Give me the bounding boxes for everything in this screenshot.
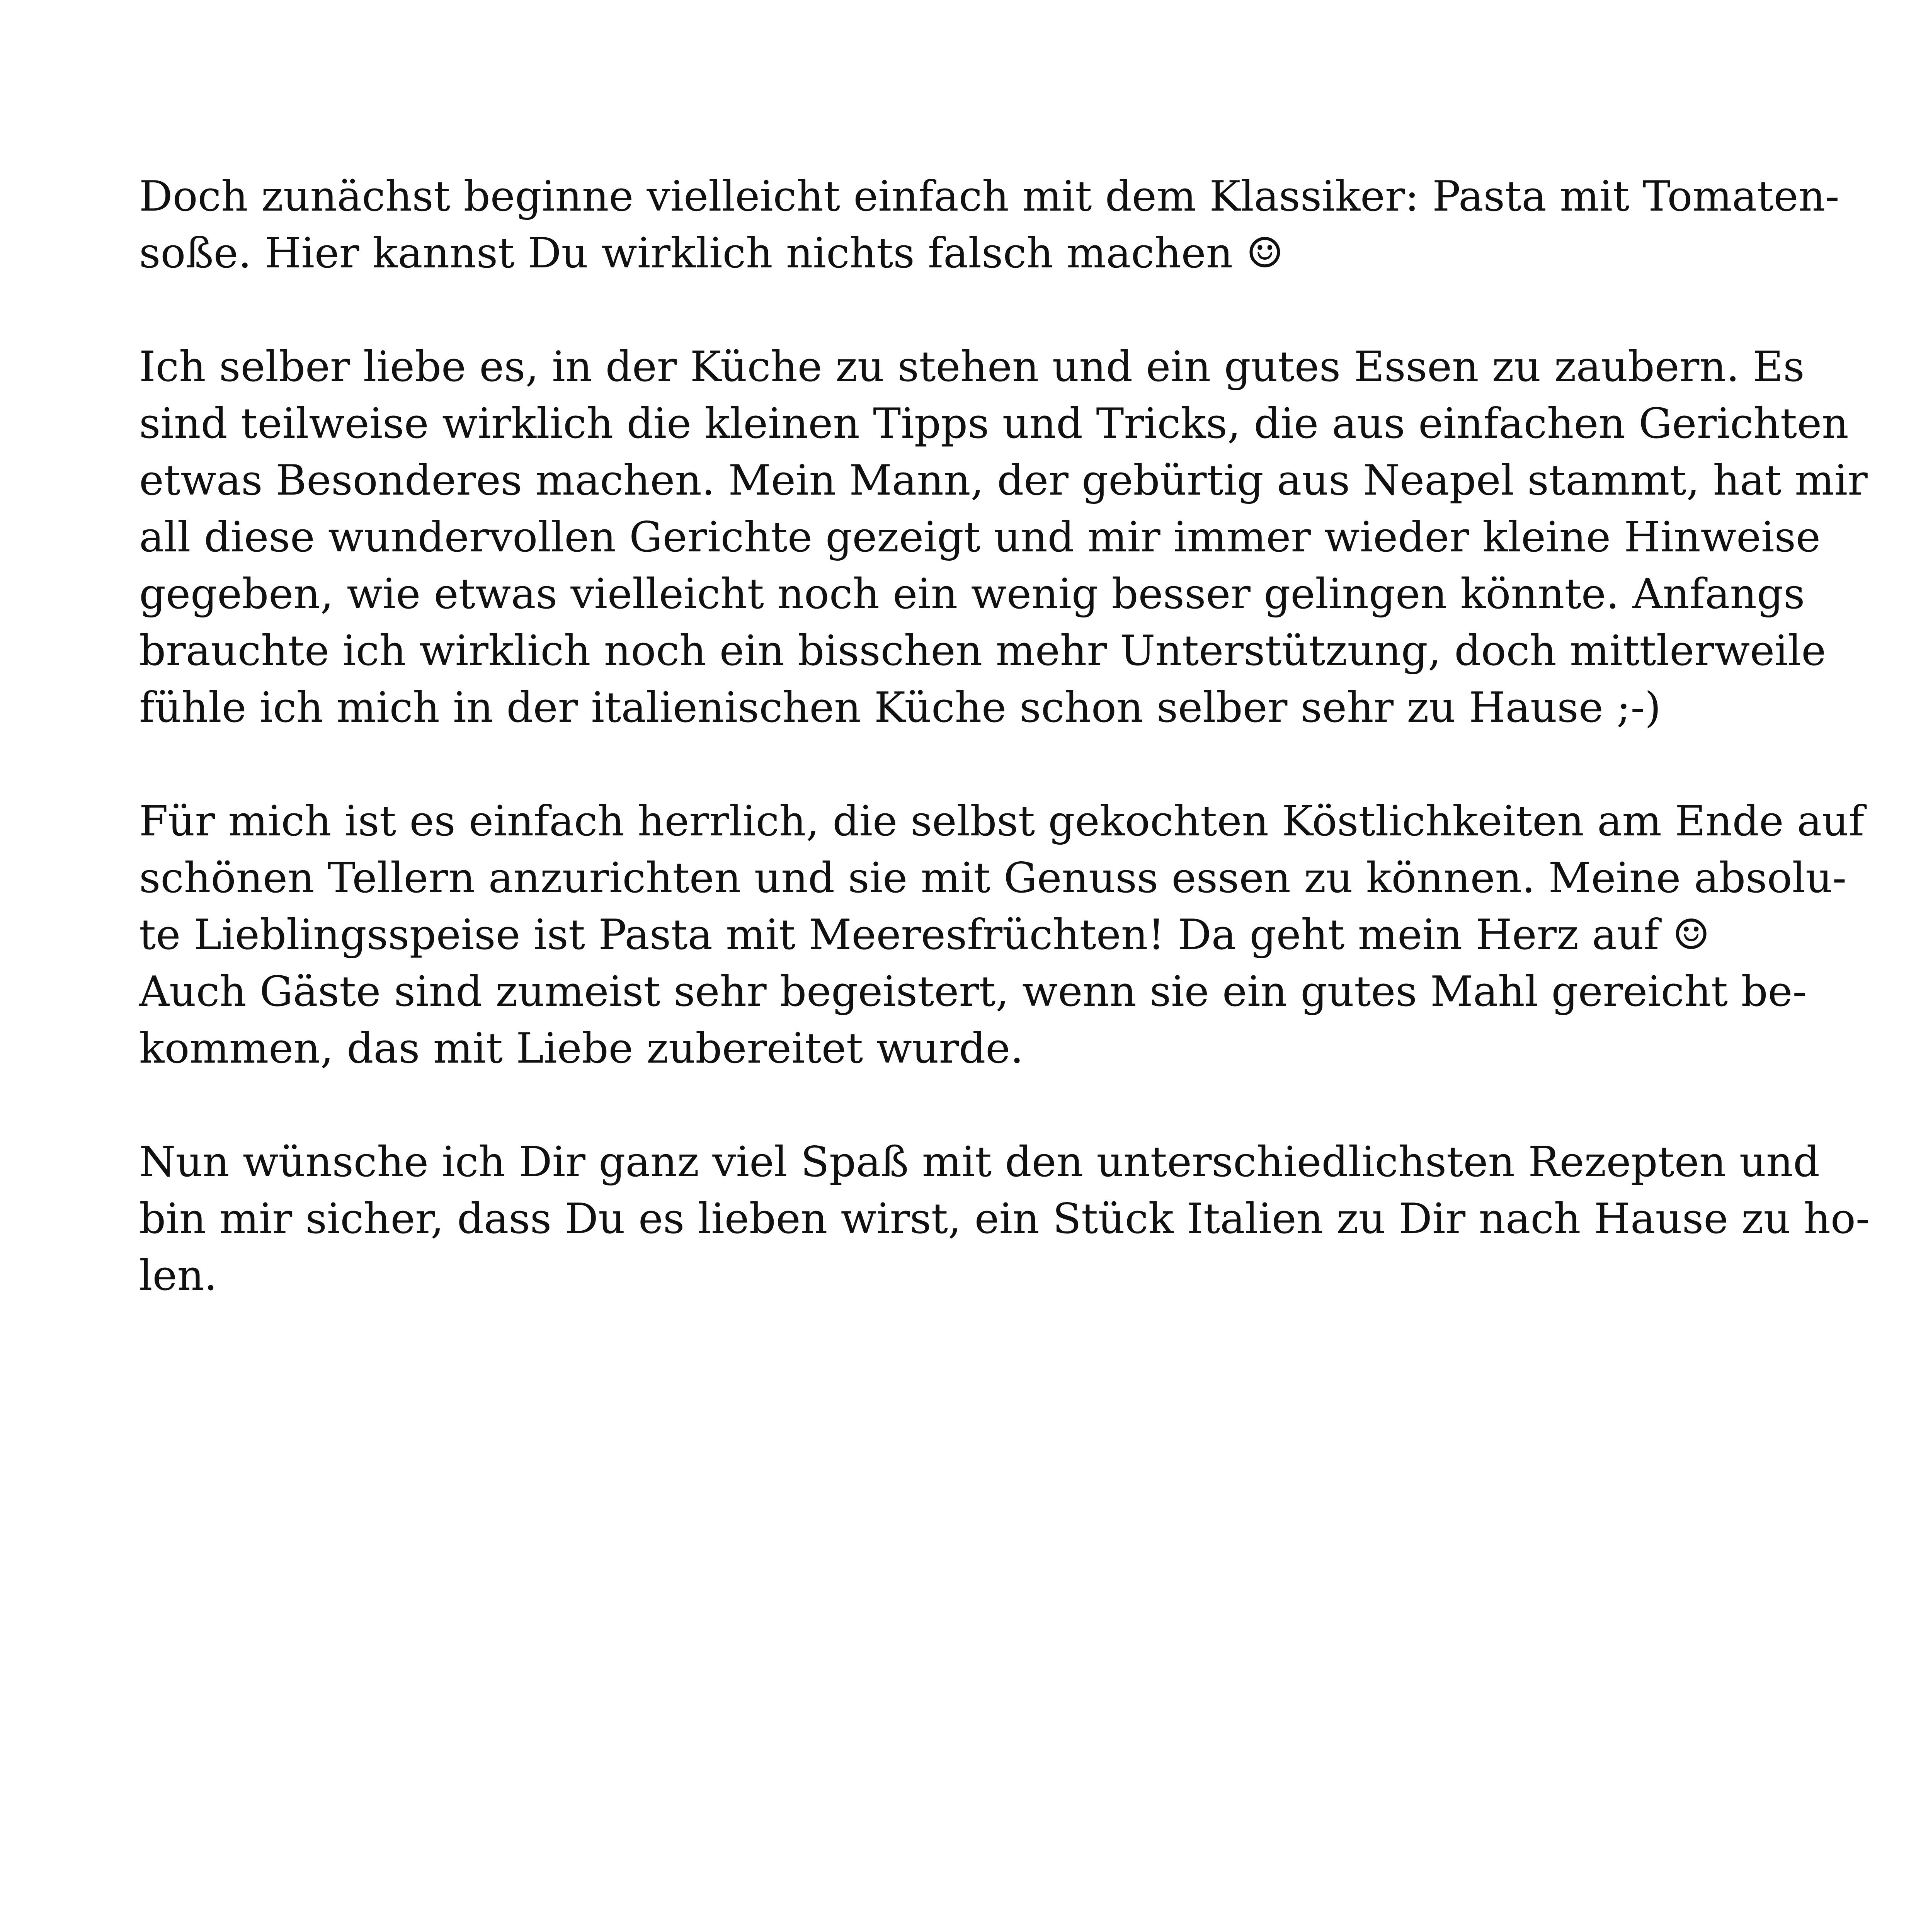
paragraph-2 (139, 338, 1868, 736)
text-line: Nun wünsche ich Dir ganz viel Spaß mit den unterschiedlichsten Rezepten und (139, 1138, 1820, 1186)
text-line: Doch zunächst beginne vielleicht einfach mit dem Klassiker: Pasta mit Tomaten- (139, 172, 1839, 221)
text-line: etwas Besonderes machen. Mein Mann, der gebürtig aus Neapel stammt, hat mir (139, 456, 1868, 505)
text-line: brauchte ich wirklich noch ein bisschen mehr Unterstützung, doch mittlerweile (139, 627, 1826, 675)
text-line: Für mich ist es einfach herrlich, die selbst gekochten Köstlichkeiten am Ende auf (139, 797, 1864, 845)
text-line: te Lieblingsspeise ist Pasta mit Meeresfrüchten! Da geht mein Herz auf ☺ (139, 911, 1710, 959)
text-line: Auch Gäste sind zumeist sehr begeistert, wenn sie ein gutes Mahl gereicht be- (139, 968, 1807, 1016)
paragraph-3 (139, 793, 1864, 1077)
paragraph-1 (139, 168, 1839, 282)
text-line: gegeben, wie etwas vielleicht noch ein wenig besser gelingen könnte. Anfangs (139, 570, 1805, 618)
text-line: schönen Tellern anzurichten und sie mit Genuss essen zu können. Meine absolu- (139, 854, 1847, 902)
text-line: bin mir sicher, dass Du es lieben wirst, ein Stück Italien zu Dir nach Hause zu ho- (139, 1195, 1870, 1243)
paragraph-4 (139, 1134, 1870, 1304)
text-line: kommen, das mit Liebe zubereitet wurde. (139, 1024, 1024, 1073)
text-line: sind teilweise wirklich die kleinen Tipps und Tricks, die aus einfachen Gerichten (139, 400, 1849, 448)
text-line: Ich selber liebe es, in der Küche zu stehen und ein gutes Essen zu zaubern. Es (139, 343, 1805, 391)
text-line: len. (139, 1252, 218, 1300)
text-line: all diese wundervollen Gerichte gezeigt und mir immer wieder kleine Hinweise (139, 513, 1821, 561)
text-line: soße. Hier kannst Du wirklich nichts falsch machen ☺ (139, 229, 1284, 277)
text-line: fühle ich mich in der italienischen Küche schon selber sehr zu Hause ;-) (139, 684, 1661, 732)
body-text (139, 168, 1870, 1361)
